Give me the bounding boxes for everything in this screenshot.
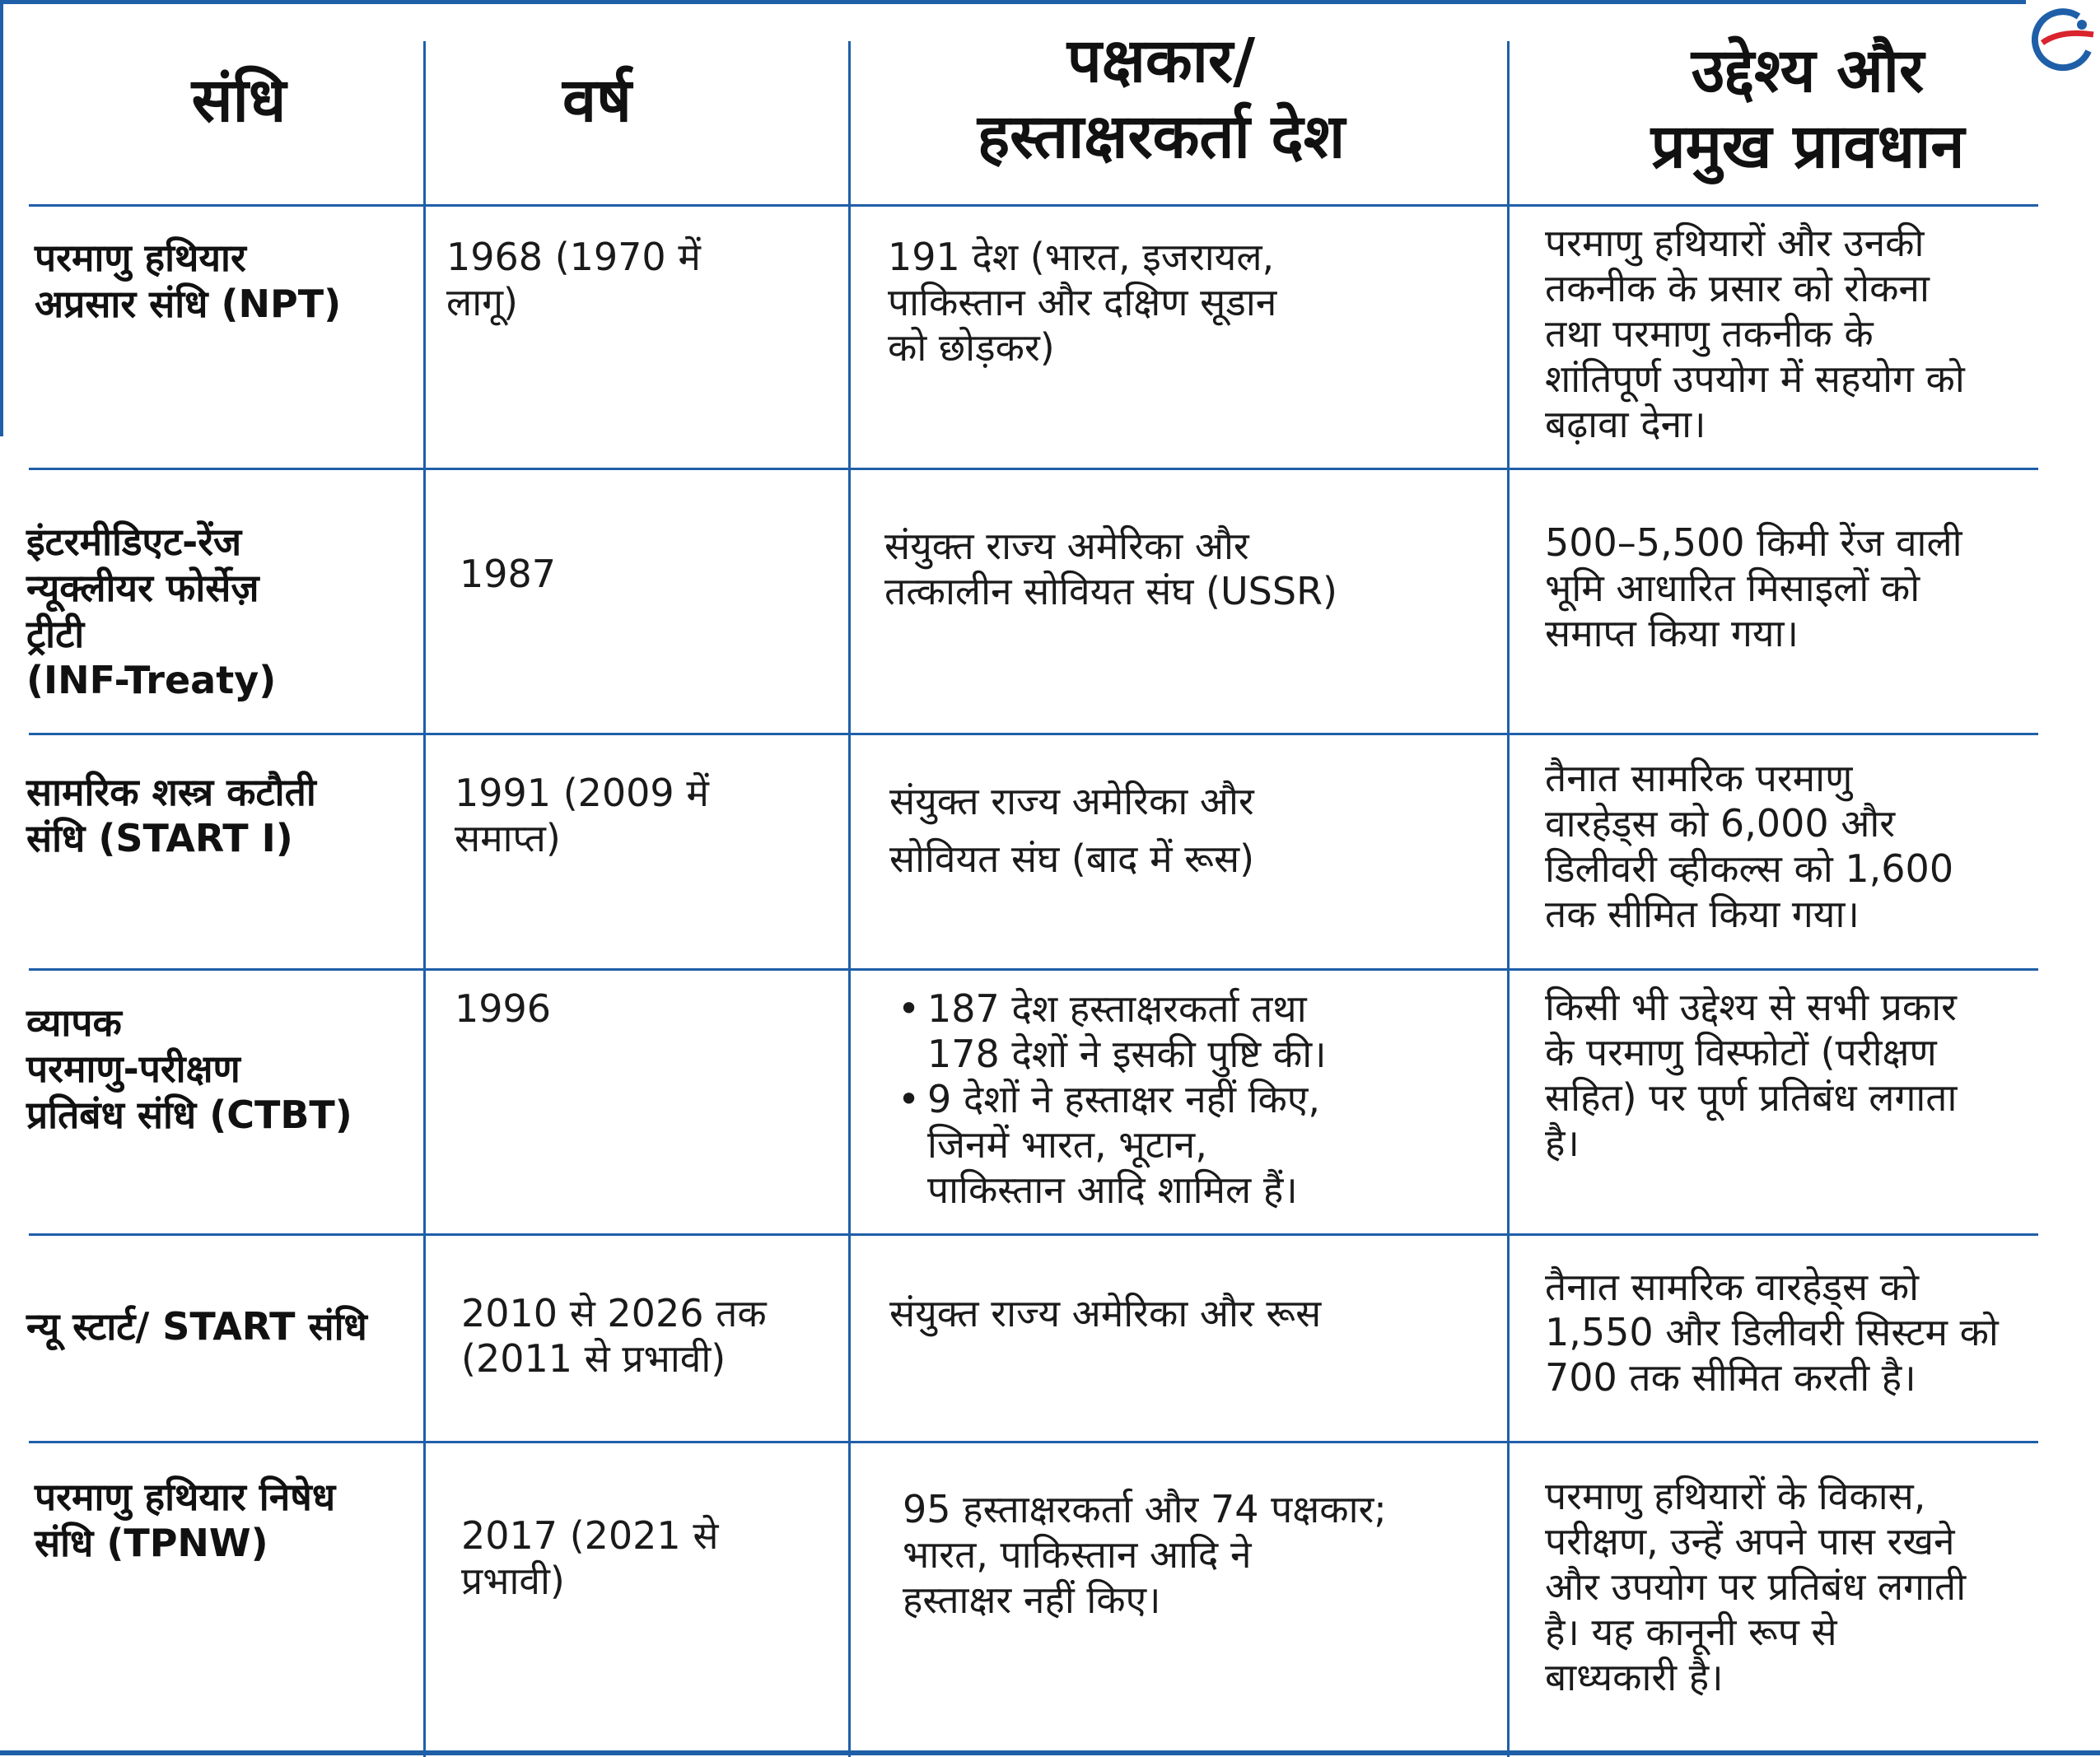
row-inf-objective: 500–5,500 किमी रेंज वाली भूमि आधारित मिसाइलों को समाप्त किया गया। [1545, 520, 1962, 655]
column-divider [1507, 41, 1510, 1757]
row-start1-objective: तैनात सामरिक परमाणु वारहेड्स को 6,000 और डिलीवरी व्हीकल्स को 1,600 तक सीमित किया गया। [1545, 756, 1954, 936]
row-divider [29, 1441, 2038, 1443]
header-objective: उद्देश्य और प्रमुख प्रावधान [1650, 35, 1965, 182]
header-treaty: संधि [191, 65, 287, 136]
row-start1-name: सामरिक शस्त्र कटौती संधि (START I) [26, 770, 316, 860]
row-npt-parties: 191 देश (भारत, इजरायल, पाकिस्तान और दक्षिण सूडान को छोड़कर) [888, 235, 1277, 370]
row-ctbt-name: व्यापक परमाणु-परीक्षण प्रतिबंध संधि (CTBT) [26, 1000, 352, 1137]
list-item: • 9 देशों ने हस्ताक्षर नहीं किए, जिनमें भारत, भूटान, पाकिस्तान आदि शामिल हैं। [927, 1077, 1504, 1213]
row-newstart-objective: तैनात सामरिक वारहेड्स को 1,550 और डिलीवरी सिस्टम को 700 तक सीमित करती है। [1545, 1265, 1999, 1400]
row-divider [29, 968, 2038, 971]
row-start1-parties: संयुक्त राज्य अमेरिका और सोवियत संघ (बाद में रूस) [889, 779, 1255, 881]
row-npt-objective: परमाणु हथियारों और उनकी तकनीक के प्रसार को रोकना तथा परमाणु तकनीक के शांतिपूर्ण उपयोग में सहयोग को बढ़ावा देना। [1545, 221, 1965, 446]
row-ctbt-objective: किसी भी उद्देश्य से सभी प्रकार के परमाणु विस्फोटों (परीक्षण सहित) पर पूर्ण प्रतिबंध लगाता है। [1545, 985, 1958, 1165]
row-ctbt-year: 1996 [455, 986, 552, 1031]
row-tpnw-parties: 95 हस्ताक्षरकर्ता और 74 पक्षकार; भारत, पाकिस्तान आदि ने हस्ताक्षर नहीं किए। [903, 1487, 1387, 1622]
row-inf-name: इंटरमीडिएट-रेंज न्यूक्लीयर फोर्सेज़ ट्रीटी (INF-Treaty) [26, 520, 277, 702]
header-year: वर्ष [562, 65, 632, 136]
row-tpnw-name: परमाणु हथियार निषेध संधि (TPNW) [35, 1475, 336, 1565]
row-divider [29, 204, 2038, 207]
row-divider [29, 468, 2038, 470]
top-border [0, 0, 2026, 4]
row-ctbt-parties [894, 986, 1504, 1213]
column-divider [848, 41, 851, 1757]
row-npt-year: 1968 (1970 में लागू) [446, 235, 701, 324]
row-divider [29, 733, 2038, 735]
left-border [0, 0, 3, 436]
bottom-border [0, 1750, 2100, 1755]
row-newstart-name: न्यू स्टार्ट/ START संधि [26, 1304, 367, 1349]
row-divider [29, 1233, 2038, 1236]
row-newstart-year: 2010 से 2026 तक (2011 से प्रभावी) [461, 1291, 767, 1381]
row-tpnw-year: 2017 (2021 से प्रभावी) [461, 1513, 719, 1603]
row-start1-year: 1991 (2009 में समाप्त) [455, 771, 709, 860]
row-inf-year: 1987 [460, 552, 557, 596]
header-parties: पक्षकार/ हस्ताक्षरकर्ता देश [977, 26, 1346, 172]
row-tpnw-objective: परमाणु हथियारों के विकास, परीक्षण, उन्हें अपने पास रखने और उपयोग पर प्रतिबंध लगाती है। यह कानूनी रूप से बाध्यकारी है। [1545, 1474, 1967, 1699]
row-npt-name: परमाणु हथियार अप्रसार संधि (NPT) [35, 235, 342, 326]
list-item: • 187 देश हस्ताक्षरकर्ता तथा 178 देशों ने इसकी पुष्टि की। [927, 986, 1504, 1077]
row-inf-parties: संयुक्त राज्य अमेरिका और तत्कालीन सोवियत संघ (USSR) [884, 524, 1337, 613]
row-newstart-parties: संयुक्त राज्य अमेरिका और रूस [889, 1291, 1322, 1335]
